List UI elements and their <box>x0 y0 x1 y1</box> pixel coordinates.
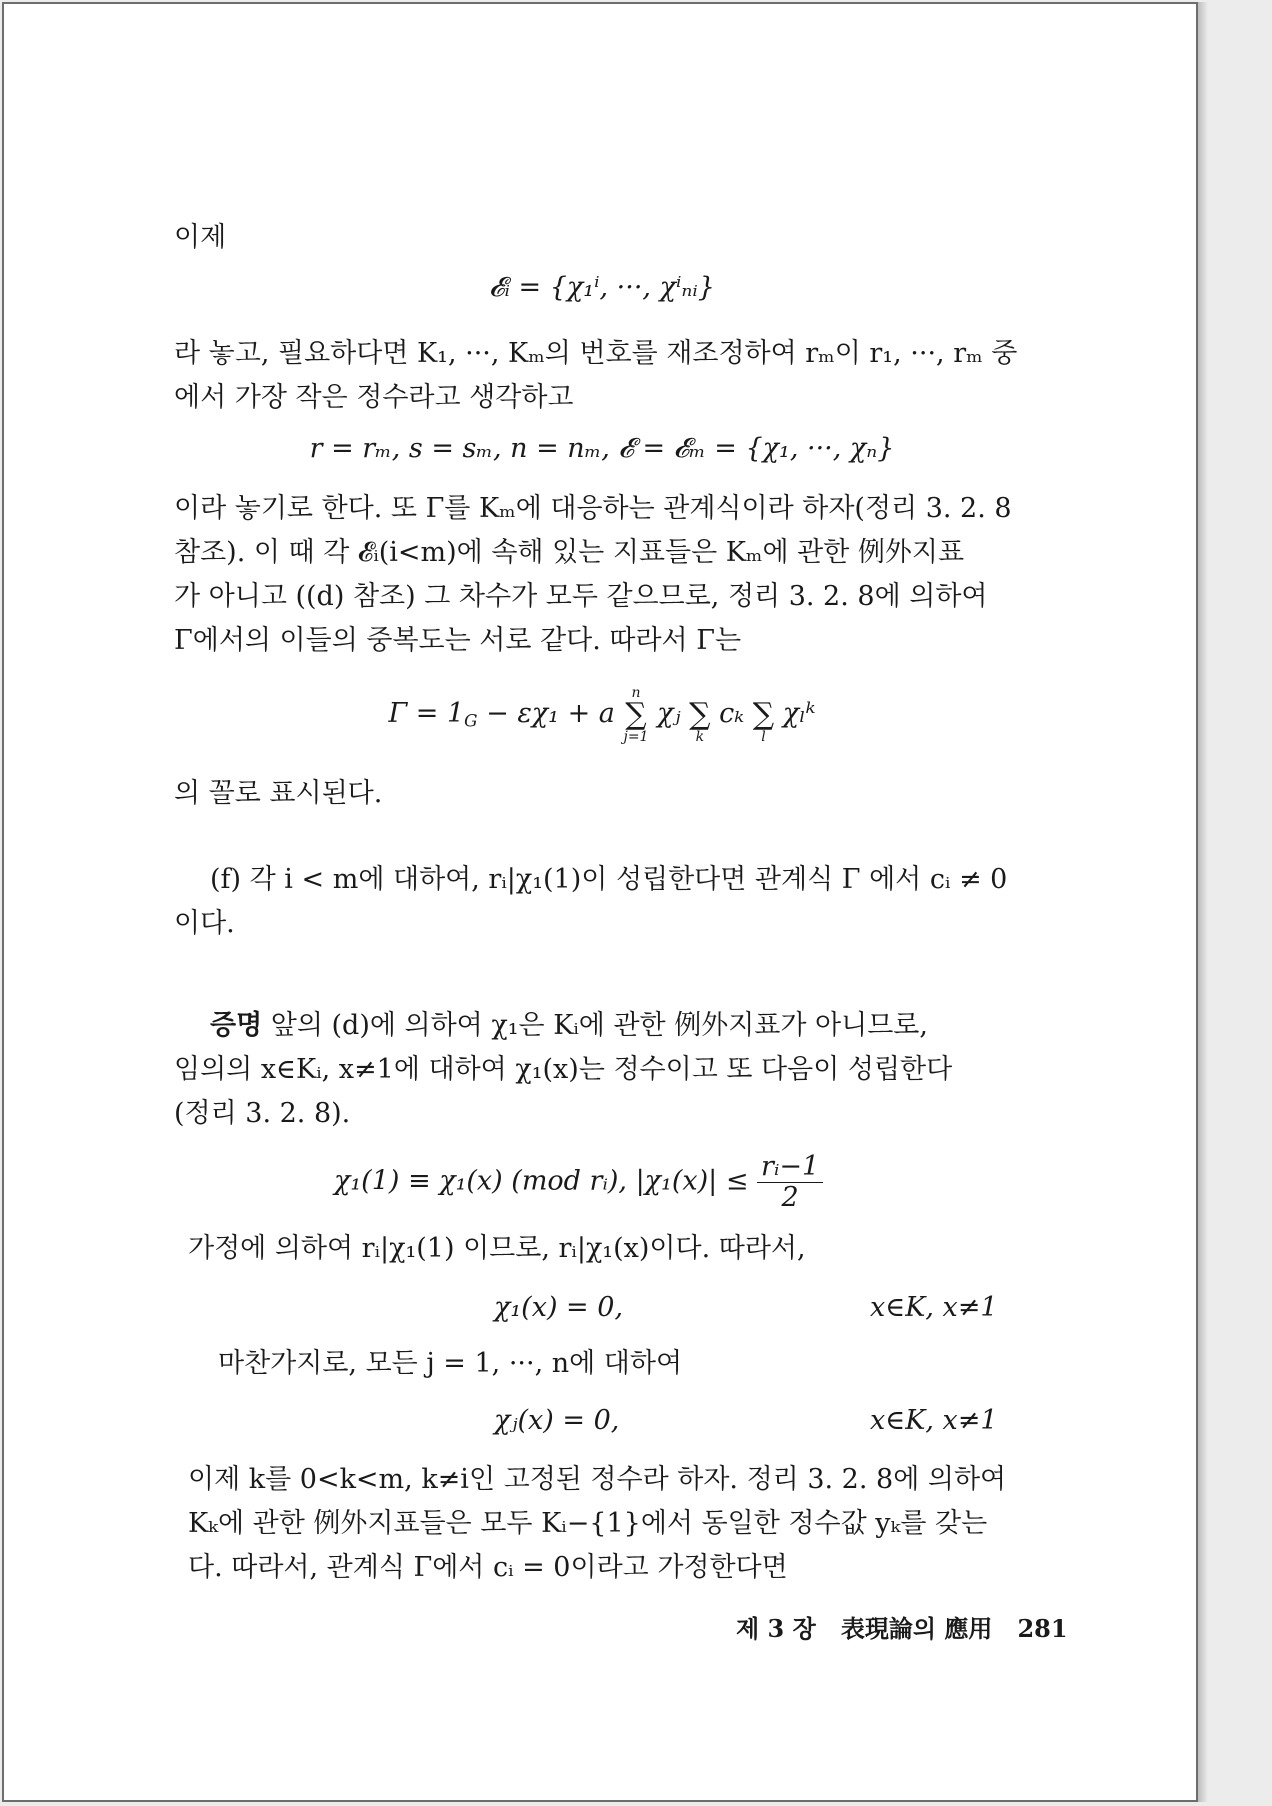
text-line: (정리 3. 2. 8). <box>174 1098 351 1129</box>
equation-3 <box>4 679 1200 756</box>
text-line: 마찬가지로, 모든 j = 1, ···, n에 대하여 <box>218 1348 683 1379</box>
equation-4 <box>334 1152 823 1212</box>
sigma-symbol: ∑ <box>689 696 711 732</box>
text-line: Kₖ에 관한 例外지표들은 모두 Kᵢ−{1}에서 동일한 정수값 yₖ를 갖는 <box>188 1508 988 1539</box>
fraction-numerator: rᵢ−1 <box>757 1152 823 1183</box>
fraction-denominator: 2 <box>781 1181 799 1213</box>
text-line: 이제 k를 0<k<m, k≠i인 고정된 정수라 하자. 정리 3. 2. 8에 의하여 <box>188 1464 1007 1495</box>
equation-6-right: x∈K, x≠1 <box>870 1405 998 1436</box>
eq3-mid: − εχ₁ + a <box>477 698 615 729</box>
text-line: 가 아니고 ((d) 참조) 그 차수가 모두 같으므로, 정리 3. 2. 8에 의하여 <box>174 581 988 612</box>
sigma-symbol: ∑ <box>625 696 647 732</box>
text-line: 다. 따라서, 관계식 Γ에서 cᵢ = 0이라고 가정한다면 <box>188 1552 788 1583</box>
proof-text: 앞의 (d)에 의하여 χ₁은 Kᵢ에 관한 例外지표가 아니므로, <box>262 1010 928 1041</box>
footer-chapter: 제 3 장 <box>736 1614 816 1643</box>
book-page <box>2 2 1198 1802</box>
text-line: 참조). 이 때 각 𝓔ᵢ(i<m)에 속해 있는 지표들은 Kₘ에 관한 例外지표 <box>174 537 965 568</box>
sum-j-lower: j=1 <box>623 728 649 745</box>
proof-start <box>210 1006 928 1046</box>
text-line: 의 꼴로 표시된다. <box>174 778 383 809</box>
sigma-symbol: ∑ <box>752 696 775 732</box>
page-number: 281 <box>1017 1614 1068 1643</box>
eq3-sub: G <box>464 710 478 731</box>
text-line: Γ에서의 이들의 중복도는 서로 같다. 따라서 Γ는 <box>174 625 742 656</box>
footer-title: 表現論의 應用 <box>840 1614 993 1643</box>
page-footer <box>736 1609 1068 1649</box>
proof-label: 증명 <box>210 1010 263 1041</box>
text-line: 이라 놓기로 한다. 또 Γ를 Kₘ에 대응하는 관계식이라 하자(정리 3. 2. 8 <box>174 493 1012 524</box>
proposition-f: (f) 각 i < m에 대하여, rᵢ|χ₁(1)이 성립한다면 관계식 Γ 에서 cᵢ ≠ 0 <box>210 864 1008 895</box>
sum-k <box>689 686 710 744</box>
sum-k-lower: k <box>695 728 705 745</box>
eq3-term2: cₖ <box>719 698 745 729</box>
eq3-term3: χₗᵏ <box>782 698 816 729</box>
equation-5-left: χ₁(x) = 0, <box>494 1292 624 1323</box>
eq3-term1: χⱼ <box>657 698 681 729</box>
sum-l-lower: l <box>761 728 766 745</box>
text-line: 가정에 의하여 rᵢ|χ₁(1) 이므로, rᵢ|χ₁(x)이다. 따라서, <box>188 1233 806 1264</box>
text-line: 에서 가장 작은 정수라고 생각하고 <box>174 382 574 413</box>
text-line: 임의의 x∈Kᵢ, x≠1에 대하여 χ₁(x)는 정수이고 또 다음이 성립한다 <box>174 1054 953 1085</box>
fraction <box>757 1152 823 1212</box>
equation-2: r = rₘ, s = sₘ, n = nₘ, 𝓔 = 𝓔ₘ = {χ₁, ···, χₙ} <box>309 433 895 464</box>
text-line: 라 놓고, 필요하다면 K₁, ···, Kₘ의 번호를 재조정하여 rₘ이 r₁, ···, rₘ 중 <box>174 338 1018 369</box>
equation-6-left: χⱼ(x) = 0, <box>494 1405 620 1436</box>
eq4-left: χ₁(1) ≡ χ₁(x) (mod rᵢ), |χ₁(x)| ≤ <box>334 1165 749 1197</box>
text-line: 이다. <box>174 908 235 939</box>
eq3-left: Γ = 1 <box>388 698 465 729</box>
equation-1: 𝓔ᵢ = {χ₁ⁱ, ···, χⁱₙᵢ} <box>489 272 715 303</box>
sum-j <box>623 686 648 744</box>
sum-j-upper: n <box>631 684 641 701</box>
page-edge-shadow <box>1198 2 1208 1802</box>
sum-l <box>753 686 774 744</box>
equation-5-right: x∈K, x≠1 <box>870 1292 998 1323</box>
text-line: 이제 <box>174 222 227 253</box>
